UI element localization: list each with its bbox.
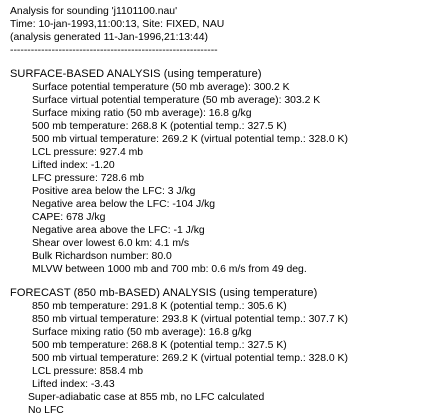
sounding-title: Analysis for sounding 'j1101100.nau' — [10, 6, 178, 17]
surface-section-title: SURFACE-BASED ANALYSIS (using temperature) — [10, 68, 262, 80]
forecast-section-body — [10, 300, 442, 417]
forecast-line: LCL pressure: 858.4 mb — [32, 366, 144, 377]
analysis-generated-time: (analysis generated 11-Jan-1996,21:13:44) — [10, 32, 208, 43]
sounding-analysis-document — [10, 5, 442, 417]
surface-line: 500 mb virtual temperature: 269.2 K (virtual potential temp.: 328.0 K) — [32, 134, 348, 145]
sounding-time-site: Time: 10-jan-1993,11:00:13, Site: FIXED, NAU — [10, 19, 225, 30]
surface-line: LFC pressure: 728.6 mb — [32, 173, 145, 184]
surface-line: Negative area below the LFC: -104 J/kg — [32, 199, 216, 210]
surface-line: CAPE: 678 J/kg — [32, 212, 106, 223]
forecast-line: 500 mb virtual temperature: 269.2 K (virtual potential temp.: 328.0 K) — [32, 353, 348, 364]
forecast-line: 850 mb temperature: 291.8 K (potential temp.: 305.6 K) — [32, 301, 287, 312]
forecast-line: 500 mb temperature: 268.8 K (potential temp.: 327.5 K) — [32, 340, 287, 351]
forecast-section-title: FORECAST (850 mb-BASED) ANALYSIS (using temperature) — [10, 287, 318, 299]
spacer — [10, 57, 442, 68]
forecast-note-super-adiabatic: Super-adiabatic case at 855 mb, no LFC calculated — [28, 392, 265, 403]
surface-line: Bulk Richardson number: 80.0 — [32, 251, 172, 262]
surface-line: Surface virtual potential temperature (50 mb average): 303.2 K — [32, 95, 321, 106]
forecast-note-no-lfc: No LFC — [28, 405, 64, 416]
surface-line: MLVW between 1000 mb and 700 mb: 0.6 m/s from 49 deg. — [32, 264, 307, 275]
surface-line: Negative area above the LFC: -1 J/kg — [32, 225, 205, 236]
header-divider: ------------------------------------------------------------ — [10, 45, 218, 56]
surface-section-body — [10, 81, 442, 276]
surface-line: Positive area below the LFC: 3 J/kg — [32, 186, 196, 197]
surface-line: Surface potential temperature (50 mb average): 300.2 K — [32, 82, 290, 93]
surface-line: LCL pressure: 927.4 mb — [32, 147, 144, 158]
surface-line: Shear over lowest 6.0 km: 4.1 m/s — [32, 238, 190, 249]
surface-line: Surface mixing ratio (50 mb average): 16.8 g/kg — [32, 108, 252, 119]
forecast-line: Lifted index: -3.43 — [32, 379, 115, 390]
surface-line: 500 mb temperature: 268.8 K (potential temp.: 327.5 K) — [32, 121, 287, 132]
spacer — [10, 276, 442, 287]
forecast-line: 850 mb virtual temperature: 293.8 K (virtual potential temp.: 307.7 K) — [32, 314, 348, 325]
surface-line: Lifted index: -1.20 — [32, 160, 115, 171]
forecast-line: Surface mixing ratio (50 mb average): 16.8 g/kg — [32, 327, 252, 338]
